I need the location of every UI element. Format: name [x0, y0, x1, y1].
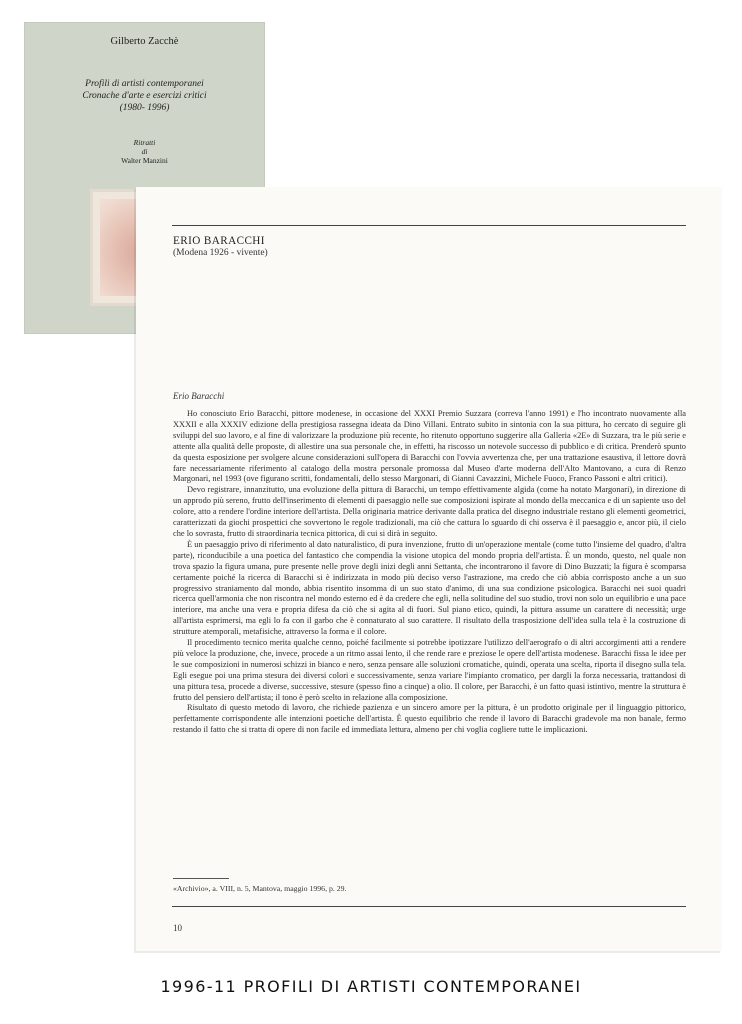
bottom-rule: [172, 906, 686, 907]
cover-title-line: Profili di artisti contemporanei: [85, 79, 204, 89]
cover-title-line: (1980- 1996): [119, 103, 170, 113]
paragraph: Ho conosciuto Erio Baracchi, pittore modenese, in occasione del XXXI Premio Suzzara (correva l'anno 1991) e l'ho incontrato nuovamente alla XXXII e alla XXXIV edizione della prestigiosa rassegna ideata da Dino Villani. Entrato subito in sintonia con la sua pittura, ho cercato di seguire gli sviluppi del suo lavoro, e al fine di valorizzare la produzione più recente, ho ritenuto opportuno suggerire alla Galleria «2E» di Suzzara, tra le più serie e attente alla qualità delle proposte, di allestire una sua personale che, in effetti, ha riscosso un notevole successo di pubblico e di critica. Prenderò spunto da questa esposizione per svolgere alcune considerazioni sull'opera di Baracchi con l'ovvia avvertenza che, per una trattazione esaustiva, il lettore dovrà fare necessariamente riferimento al catalogo della mostra personale promossa dal Museo d'arte moderna dell'Alto Mantovano, a cura di Renzo Margonari, nel 1993 (ove figurano scritti, fondamentali, dello stesso Margonari, di Gianni Cavazzini, Michele Fuoco, Franco Passoni e altri critici).: [173, 409, 686, 484]
paragraph: Il procedimento tecnico merita qualche cenno, poiché facilmente si potrebbe ipotizzare l'utilizzo dell'aerografo o di altri accorgimenti atti a rendere più veloce la produzione, che, invece, procede a un ritmo assai lento, il che rende rare e preziose le opere dell'artista modenese. Baracchi fissa le idee per le sue composizioni in numerosi schizzi in bianco e nero, senza pensare alle soluzioni cromatiche, quindi, operata una scelta, riporta il disegno sulla tela. Egli esegue poi una prima stesura dei diversi colori e successivamente, senza variare l'impianto cromatico, per dargli la forza necessaria, trattandosi di una pittura tesa, procede a diverse, successive, stesure (spesso fino a cinque) a olio. Il colore, per Baracchi, è un fatto quasi istintivo, mentre la struttura è frutto del pensiero dell'artista; il tono è però scelto in relazione alla composizione.: [173, 638, 686, 702]
cover-title-line: Cronache d'arte e esercizi critici: [82, 91, 207, 101]
cover-di: di: [141, 147, 148, 156]
article-body: [173, 409, 686, 736]
footnote: «Archivio», a. VIII, n. 5, Mantova, maggio 1996, p. 29.: [173, 884, 347, 893]
paragraph: Risultato di questo metodo di lavoro, che richiede pazienza e un sincero amore per la pittura, è un prodotto originale per il linguaggio pittorico, perfettamente corrispondente alle intenzioni poetiche dell'artista. È questo equilibrio che rende il lavoro di Baracchi gradevole ma non banale, fermo restando il fatto che si tratta di opere di non facile ed immediata lettura, almeno per chi voglia cogliere tutte le implicazioni.: [173, 703, 686, 735]
article-subhead: Erio Baracchi: [173, 391, 225, 401]
cover-author: Gilberto Zacchè: [110, 36, 179, 47]
cover-ritratti: Ritratti: [133, 138, 156, 147]
paragraph: È un paesaggio privo di riferimento al dato naturalistico, di pura invenzione, frutto di un'operazione mentale (come tutto l'insieme del quadro, d'altra parte), riconducibile a una poetica del fantastico che compendia la visione utopica del mondo propria dell'artista. È un mondo, questo, nel quale non trova spazio la figura umana, pure presente nelle prove degli inizi degli anni Settanta, che incontrarono il favore di Dino Buzzati; la figura è scomparsa certamente poiché la ricerca di Baracchi si è indirizzata in modo più deciso verso l'astrazione, ma credo che ciò abbia corrisposto anche a un suo progressivo straniamento dal mondo, abbia risentito insomma di un suo stato d'animo, di una sua condizione psicologica. Baracchi nei suoi quadri ricerca quell'armonia che non riscontra nel mondo esterno ed è da credere che egli, nella solitudine del suo studio, trovi non solo un equilibrio e una pace interiore, ma anche una vera e propria difesa da ciò che si agita al di fuori. Sul piano etico, quindi, la pittura assume un carattere di necessità; urge all'artista esprimersi, ma egli lo fa con il garbo che è connaturato al suo carattere. Il risultato della trasposizione dell'idea sulla tela è la costruzione di strutture atemporali, metafisiche, attraverso la forma e il colore.: [173, 539, 686, 637]
artist-name: ERIO BARACCHI: [173, 235, 265, 247]
top-rule: [172, 225, 686, 226]
paragraph: Devo registrare, innanzitutto, una evoluzione della pittura di Baracchi, un tempo effettivamente algida (come ha notato Margonari), in direzione di un approdo più sereno, frutto dell'inserimento di elementi di paesaggio nelle sue composizioni ispirate al mondo della meccanica e di un sapiente uso del colore, atto a rendere l'ordine interiore dell'artista. Della originaria matrice derivante dalla pratica del disegno industriale restano gli elementi geometrici, caratterizzati da giochi prospettici che sovvertono le regole tradizionali, ma ciò che cattura lo sguardo di chi osserva è il paesaggio e, ancor più, il cielo che lo sovrasta, frutto di straordinaria tecnica pittorica, di cui si dirà in seguito.: [173, 485, 686, 538]
book-page: [136, 187, 722, 951]
artist-dates: (Modena 1926 - vivente): [173, 248, 268, 258]
cover-portraits-credit: [24, 138, 265, 165]
cover-title: [24, 78, 265, 114]
image-caption: 1996-11 PROFILI DI ARTISTI CONTEMPORANEI: [160, 977, 582, 996]
cover-portraitist: Walter Manzini: [121, 156, 168, 165]
page-number: 10: [173, 923, 182, 933]
footnote-rule: [173, 878, 229, 879]
